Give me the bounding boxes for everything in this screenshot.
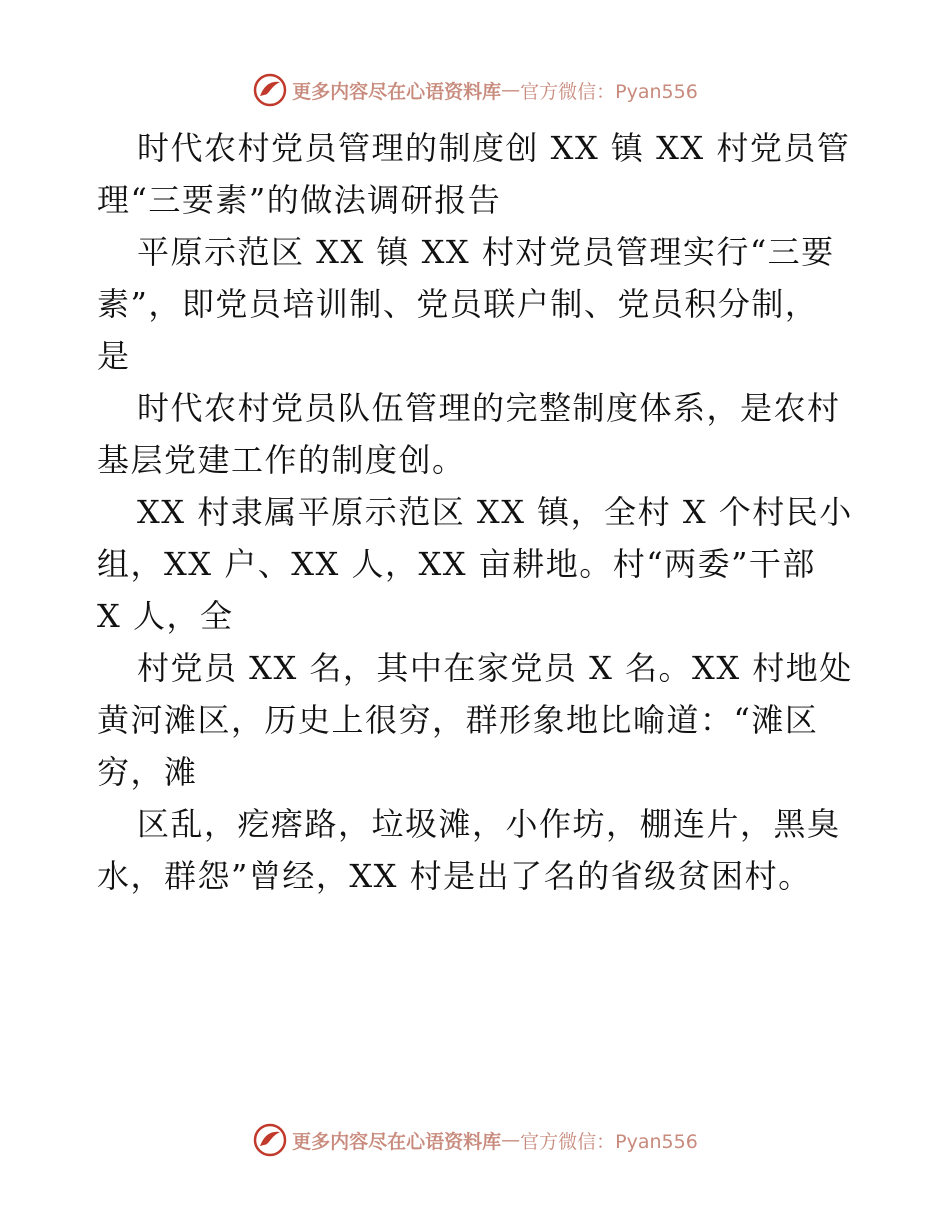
watermark-separator: — [501,1129,521,1151]
doc-line: 理“三要素”的做法调研报告 [97,181,502,219]
watermark-contact-text: 官方微信：Pyan556 [520,80,698,103]
doc-line: 平原示范区 XX 镇 XX 村对党员管理实行“三要 [137,233,835,271]
doc-line: 时代农村党员管理的制度创 XX 镇 XX 村党员管 [137,129,851,167]
watermark-separator: — [501,79,521,101]
doc-line: 黄河滩区，历史上很穷，群形象地比喻道：“滩区 [97,701,819,739]
brand-logo-icon [252,72,288,108]
watermark-brand-text: 更多内容尽在心语资料库 [292,1130,502,1153]
brand-logo-icon [252,1122,288,1158]
document-body [97,122,853,902]
doc-line: XX 村隶属平原示范区 XX 镇，全村 X 个村民小 [137,493,853,531]
doc-line: X 人，全 [97,597,234,635]
footer-watermark [0,1120,950,1160]
watermark-brand-text: 更多内容尽在心语资料库 [292,80,502,103]
header-watermark [0,70,950,110]
doc-line: 区乱，疙瘩路，垃圾滩，小作坊，棚连片，黑臭 [137,805,841,843]
watermark-contact-text: 官方微信：Pyan556 [520,1130,698,1153]
doc-line: 是 [97,337,131,375]
doc-line: 基层党建工作的制度创。 [97,441,466,479]
doc-line: 穷，滩 [97,753,198,791]
doc-line: 村党员 XX 名，其中在家党员 X 名。XX 村地处 [137,649,853,687]
doc-line: 时代农村党员队伍管理的完整制度体系，是农村 [137,389,841,427]
doc-line: 组，XX 户、XX 人，XX 亩耕地。村“两委”干部 [97,545,816,583]
doc-line: 水，群怨”曾经，XX 村是出了名的省级贫困村。 [97,857,812,895]
doc-line: 素”，即党员培训制、党员联户制、党员积分制， [97,285,819,323]
